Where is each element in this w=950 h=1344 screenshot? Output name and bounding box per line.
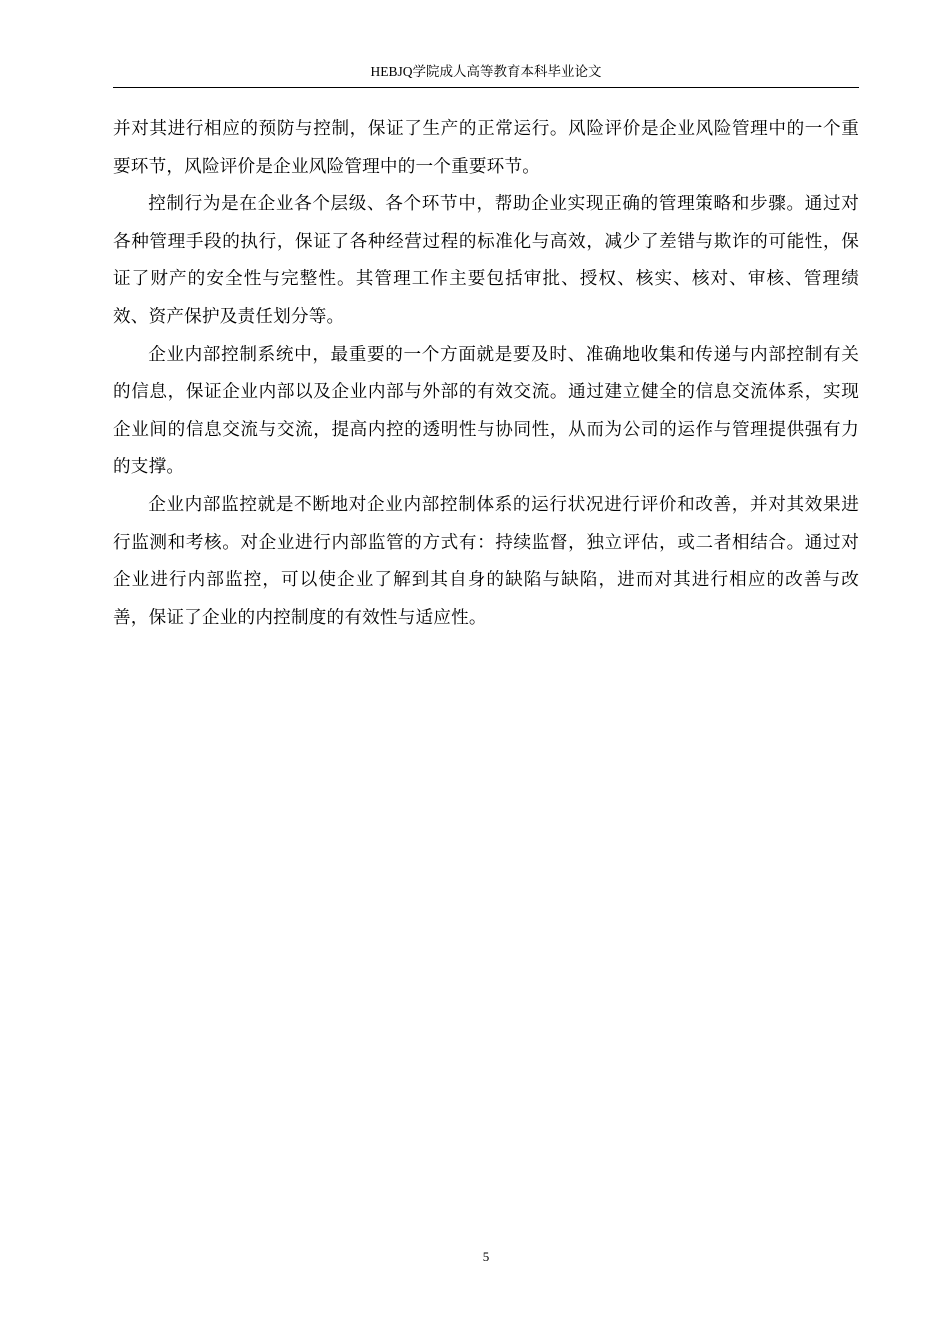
paragraph-continuation: 并对其进行相应的预防与控制，保证了生产的正常运行。风险评价是企业风险管理中的一个重要环节，风险评价是企业风险管理中的一个重要环节。 bbox=[113, 119, 859, 177]
paragraph-internal-monitoring: 企业内部监控就是不断地对企业内部控制体系的运行状况进行评价和改善，并对其效果进行监测和考核。对企业进行内部监管的方式有：持续监督，独立评估，或二者相结合。通过对企业进行内部监控，可以使企业了解到其自身的缺陷与缺陷，进而对其进行相应的改善与改善，保证了企业的内控制度的有效性与适应性。 bbox=[113, 494, 859, 628]
body-text bbox=[113, 111, 859, 637]
header-rule bbox=[113, 87, 859, 88]
paragraph-information-communication: 企业内部控制系统中，最重要的一个方面就是要及时、准确地收集和传递与内部控制有关的信息，保证企业内部以及企业内部与外部的有效交流。通过建立健全的信息交流体系，实现企业间的信息交流与交流，提高内控的透明性与协同性，从而为公司的运作与管理提供强有力的支撑。 bbox=[113, 344, 859, 478]
page-number: 5 bbox=[482, 1249, 490, 1264]
running-header: HEBJQ学院成人高等教育本科毕业论文 bbox=[370, 64, 602, 79]
paragraph-control-activities: 控制行为是在企业各个层级、各个环节中，帮助企业实现正确的管理策略和步骤。通过对各种管理手段的执行，保证了各种经营过程的标准化与高效，减少了差错与欺诈的可能性，保证了财产的安全性与完整性。其管理工作主要包括审批、授权、核实、核对、审核、管理绩效、资产保护及责任划分等。 bbox=[113, 194, 859, 327]
